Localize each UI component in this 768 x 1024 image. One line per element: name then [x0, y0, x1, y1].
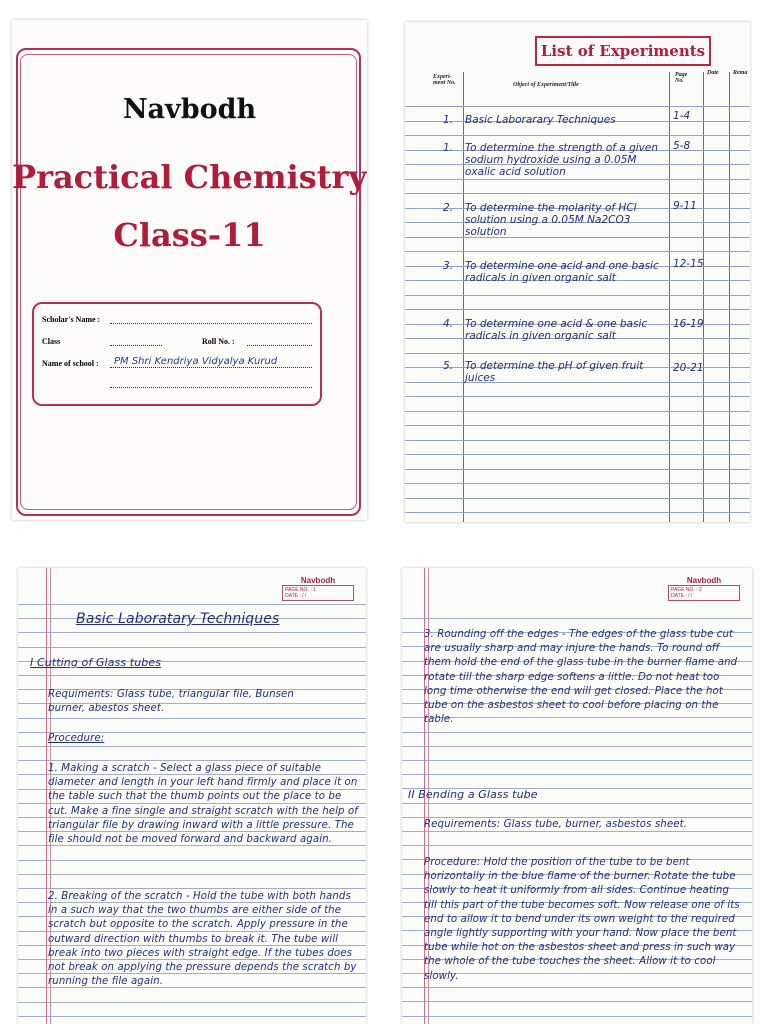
experiments-list-photo	[405, 22, 750, 522]
ruled-line	[405, 498, 750, 499]
section-title: II Bending a Glass tube	[408, 788, 538, 801]
ruled-line	[18, 718, 366, 719]
ruled-line	[18, 632, 366, 633]
school-row	[42, 356, 312, 370]
exp-pages: 1-4	[673, 110, 691, 122]
class-line	[110, 345, 162, 346]
page-box	[282, 585, 354, 601]
ruled-line	[18, 860, 366, 861]
ruled-line	[402, 774, 752, 775]
scholar-label: Scholar's Name :	[42, 315, 101, 324]
page-number: PAGE NO. : 1	[285, 587, 316, 593]
extra-line	[110, 387, 312, 388]
ruled-line	[18, 604, 366, 605]
step-2-text: 2. Breaking of the scratch - Hold the tube with both hands in a such way that the two thumbs are either side of the scratch but opposite to the scratch. Apply pressure in the outward direction with thumbs to break it. The tube will break into two pieces with straight edge. If the tubes does not break on applying the pressure depends the scratch by running the file again.	[48, 891, 357, 988]
ruled-line	[18, 888, 366, 889]
cover-photo	[12, 20, 367, 520]
header-no: Experi-ment No.	[433, 74, 456, 86]
exp-no: 1.	[443, 142, 454, 154]
ruled-line	[405, 512, 750, 513]
ruled-line	[405, 106, 750, 107]
ruled-line	[405, 483, 750, 484]
exp-no: 2.	[443, 202, 454, 214]
exp-title: To determine the molarity of HCl solution using a 0.05M Na2CO3 solution	[465, 202, 637, 238]
ruled-line	[18, 675, 366, 676]
step-3-text: 3. Rounding off the edges - The edges of the glass tube cut are usually sharp and may injure the hands. To round off them hold the end of the glass tube in the burner flame and rotate till the sharp edge softens a little. Do not heat too long time otherwise the end will get closed. Place the hot tube on the asbestos sheet to cool before placing on the table.	[424, 629, 738, 726]
exp-pages: 20-21	[673, 362, 704, 374]
step-1-text: 1. Making a scratch - Select a glass piece of suitable diameter and length in your left hand firmly and place it on the table such that the thumb points out the place to be cut. Make a fine single and straight scratch with the help of triangular file by drawing inward with a little pressure. The file should not be moved forward and backward again.	[48, 763, 358, 846]
ruled-line	[18, 647, 366, 648]
requirements-text: Requiments: Glass tube, triangular file, Bunsen burner, abestos sheet.	[48, 689, 294, 715]
ruled-line	[402, 987, 752, 988]
exp-no: 4.	[443, 318, 454, 330]
header-page: Page No.	[675, 72, 688, 84]
exp-title: To determine the strength of a given sodium hydroxide using a 0.05M oxalic acid solution	[465, 142, 658, 178]
exp-title: To determine one acid and one basic radicals in given organic salt	[465, 260, 659, 284]
page-number: PAGE NO. : 2	[671, 587, 702, 593]
class-label: Class	[42, 337, 61, 346]
class-row	[42, 334, 312, 348]
notebook-page-1	[18, 568, 366, 1024]
ruled-line	[18, 874, 366, 875]
ruled-line	[405, 251, 750, 252]
ruled-line	[405, 193, 750, 194]
exp-title: To determine the pH of given fruit juices	[465, 360, 644, 384]
page-box	[668, 585, 740, 601]
header-remarks: Rema	[733, 70, 748, 76]
ruled-line	[405, 469, 750, 470]
list-title: List of Experiments	[535, 36, 711, 66]
ruled-line	[405, 295, 750, 296]
cover-class: Class-11	[113, 216, 266, 254]
ruled-line	[405, 179, 750, 180]
ruled-line	[402, 803, 752, 804]
section-title: I Cutting of Glass tubes	[30, 656, 162, 669]
ruled-line	[402, 845, 752, 846]
ruled-line	[405, 353, 750, 354]
school-label: Name of school :	[42, 359, 99, 368]
exp-no: 5.	[443, 360, 454, 372]
page-brand: Navbodh	[686, 576, 722, 585]
extra-row	[42, 376, 312, 390]
ruled-line	[405, 454, 750, 455]
page-date: DATE : / /	[671, 593, 693, 599]
exp-no: 3.	[443, 260, 454, 272]
procedure-label: Procedure:	[48, 733, 105, 744]
exp-no: 1.	[443, 114, 454, 126]
ruled-line	[402, 746, 752, 747]
roll-label: Roll No. :	[202, 337, 235, 346]
header-object: Object of Experiment/Title	[513, 82, 579, 88]
ruled-line	[402, 760, 752, 761]
cover-brand: Navbodh	[122, 94, 257, 125]
requirements-text: Requirements: Glass tube, burner, asbestos sheet.	[424, 819, 688, 830]
page-brand: Navbodh	[300, 576, 336, 585]
ruled-line	[405, 309, 750, 310]
ruled-line	[405, 425, 750, 426]
page-date: DATE : / /	[285, 593, 307, 599]
exp-pages: 9-11	[673, 200, 697, 212]
ruled-line	[402, 1016, 752, 1017]
page-header	[668, 576, 740, 601]
ruled-line	[402, 1001, 752, 1002]
ruled-line	[402, 618, 752, 619]
page-heading: Basic Laboratary Techniques	[76, 611, 280, 627]
margin-line	[46, 568, 47, 1024]
notebook-page-2	[402, 568, 752, 1024]
scholar-line	[110, 323, 312, 324]
procedure-text: Procedure: Hold the position of the tube to be bent horizontally in the blue flame of the burner. Rotate the tube slowly to heat it uniformly from all sides. Continue heating till this part of the tube becomes soft. Now release one of its end to allow it to bend under its own weight to the required angle lightly supporting with your hand. Now place the bent tube while hot on the asbestos sheet and press in such way the whole of the tube touches the sheet. Allow it to cool slowly.	[424, 857, 740, 982]
exp-pages: 5-8	[673, 140, 691, 152]
exp-pages: 12-15	[673, 258, 704, 270]
ruled-line	[405, 135, 750, 136]
scholar-row	[42, 312, 312, 326]
ruled-line	[18, 1016, 366, 1017]
page-header	[282, 576, 354, 601]
ruled-line	[18, 1002, 366, 1003]
roll-line	[247, 345, 312, 346]
exp-title: Basic Laborarary Techniques	[465, 114, 616, 126]
ruled-line	[405, 396, 750, 397]
exp-pages: 16-19	[673, 318, 704, 330]
school-value: PM Shri Kendriya Vidyalya Kurud	[114, 356, 278, 367]
cover-title: Practical Chemistry	[12, 158, 367, 196]
ruled-line	[405, 440, 750, 441]
school-line	[110, 367, 312, 368]
header-date: Date	[707, 70, 719, 76]
exp-title: To determine one acid & one basic radicals in given organic salt	[465, 318, 648, 342]
ruled-line	[402, 732, 752, 733]
ruled-line	[405, 411, 750, 412]
student-info-box	[32, 302, 322, 406]
